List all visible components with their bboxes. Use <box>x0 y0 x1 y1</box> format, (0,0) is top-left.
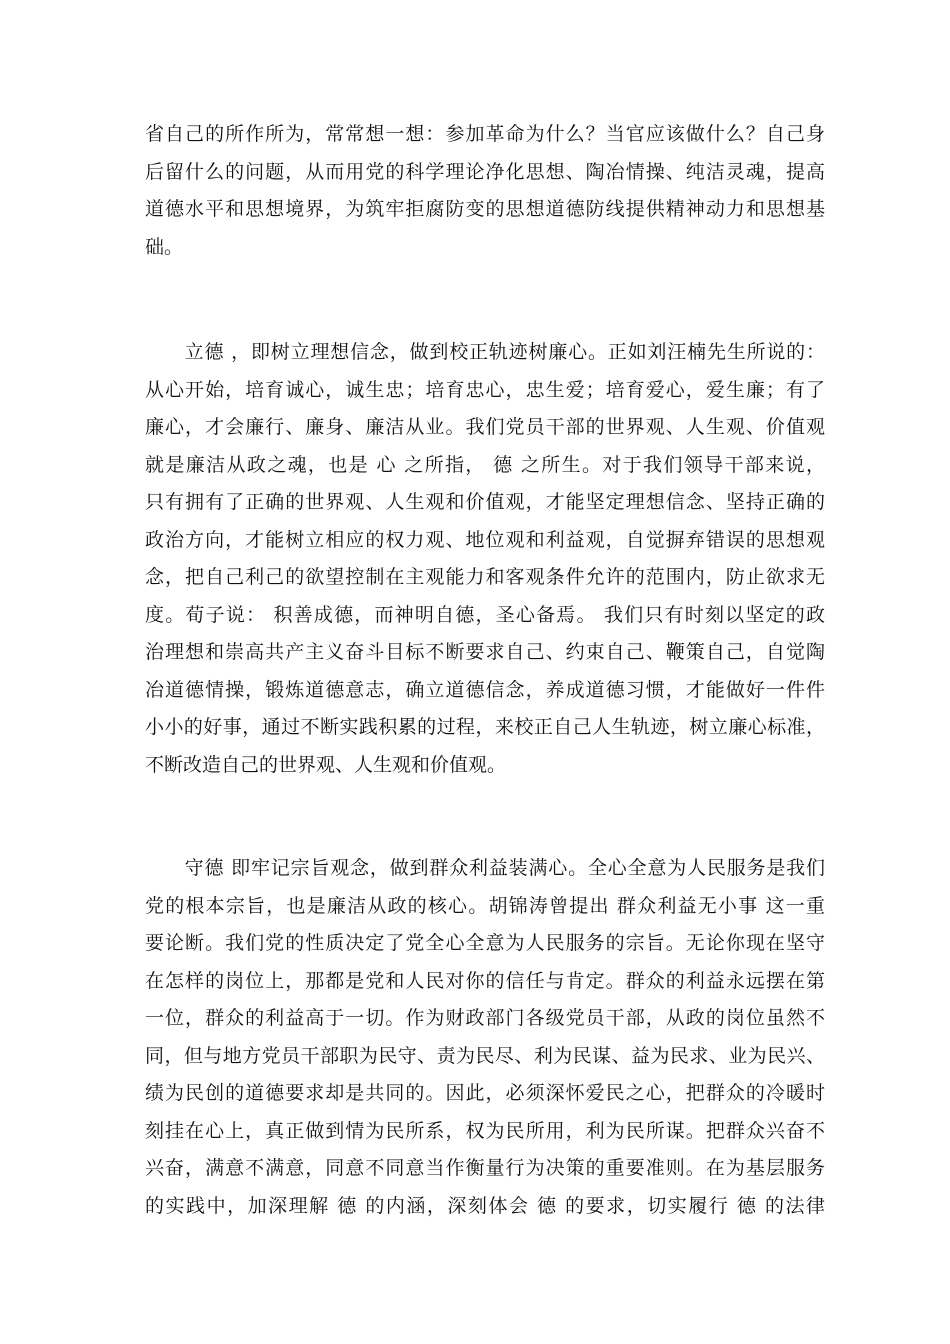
text-line: 的实践中，加深理解 德 的内涵，深刻体会 德 的要求，切实履行 德 的法律 <box>145 1194 825 1217</box>
text-line: 不断改造自己的世界观、人生观和价值观。 <box>145 753 507 776</box>
text-line: 道德水平和思想境界，为筑牢拒腐防变的思想道德防线提供精神动力和思想基 <box>145 198 825 220</box>
text-line: 度。荀子说： 积善成德，而神明自德，圣心备焉。 我们只有时刻以坚定的政 <box>145 603 825 626</box>
text-line: 政治方向，才能树立相应的权力观、地位观和利益观，自觉摒弃错误的思想观 <box>145 528 825 551</box>
text-line: 冶道德情操，锻炼道德意志，确立道德信念，养成道德习惯，才能做好一件件 <box>145 678 825 701</box>
text-line: 党的根本宗旨，也是廉洁从政的核心。胡锦涛曾提出 群众利益无小事 这一重 <box>145 894 825 917</box>
paragraph-3 <box>145 850 825 1225</box>
paragraph-1 <box>145 116 825 266</box>
text-line: 就是廉洁从政之魂，也是 心 之所指， 德 之所生。对于我们领导干部来说， <box>145 453 825 476</box>
text-line: 兴奋，满意不满意，同意不同意当作衡量行为决策的重要准则。在为基层服务 <box>145 1157 825 1179</box>
text-line: 治理想和崇高共产主义奋斗目标不断要求自己、约束自己、鞭策自己，自觉陶 <box>145 641 825 663</box>
text-line: 念，把自己利己的欲望控制在主观能力和客观条件允许的范围内，防止欲求无 <box>145 566 825 588</box>
text-line: 只有拥有了正确的世界观、人生观和价值观，才能坚定理想信念、坚持正确的 <box>145 491 825 513</box>
text-line: 省自己的所作所为，常常想一想：参加革命为什么？当官应该做什么？自己身 <box>145 123 825 145</box>
text-line: 要论断。我们党的性质决定了党全心全意为人民服务的宗旨。无论你现在坚守 <box>145 932 825 954</box>
text-line: 廉心，才会廉行、廉身、廉洁从业。我们党员干部的世界观、人生观、价值观 <box>145 416 825 438</box>
text-line: 守德 即牢记宗旨观念，做到群众利益装满心。全心全意为人民服务是我们 <box>145 857 825 879</box>
text-line: 后留什么的问题，从而用党的科学理论净化思想、陶冶情操、纯洁灵魂，提高 <box>145 160 825 183</box>
paragraph-2 <box>145 334 825 784</box>
text-line: 立德 ，即树立理想信念，做到校正轨迹树廉心。正如刘汪楠先生所说的： <box>145 341 825 363</box>
text-line: 同，但与地方党员干部职为民守、责为民尽、利为民谋、益为民求、业为民兴、 <box>145 1044 825 1067</box>
text-line: 绩为民创的道德要求却是共同的。因此，必须深怀爱民之心，把群众的冷暖时 <box>145 1082 825 1104</box>
text-line: 础。 <box>145 235 184 258</box>
text-line: 小小的好事，通过不断实践积累的过程，来校正自己人生轨迹，树立廉心标准， <box>145 716 825 738</box>
text-line: 在怎样的岗位上，那都是党和人民对你的信任与肯定。群众的利益永远摆在第 <box>145 969 825 992</box>
text-line: 一位，群众的利益高于一切。作为财政部门各级党员干部，从政的岗位虽然不 <box>145 1007 825 1029</box>
text-line: 从心开始，培育诚心，诚生忠；培育忠心，忠生爱；培育爱心，爱生廉；有了 <box>145 378 825 401</box>
text-line: 刻挂在心上，真正做到情为民所系，权为民所用，利为民所谋。把群众兴奋不 <box>145 1119 825 1142</box>
